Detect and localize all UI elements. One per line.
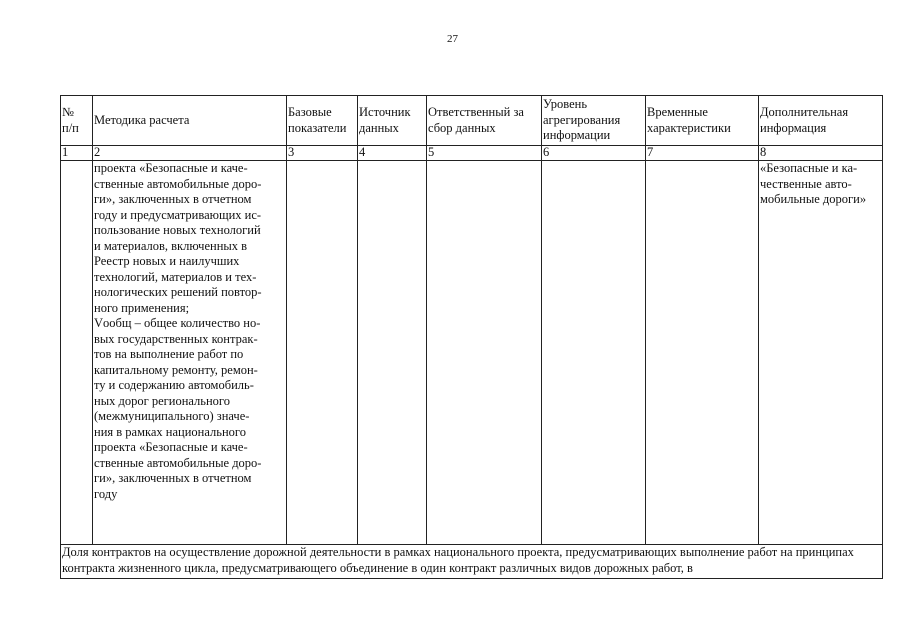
content-row [61,161,883,545]
header-row [61,96,883,146]
cell-aggregation-level [542,161,646,545]
column-number: 1 [61,146,93,161]
column-numbers-row [61,146,883,161]
header-data-source: Источник данных [358,96,427,146]
header-number: № п/п [61,96,93,146]
cell-method: проекта «Безопасные и каче- ственные автомобильные доро- ги», заключенных в отчетном году и предусматривающих ис- пользование новых технологий и материалов, включенных в Реестр новых и наилучших технологий, материалов и тех- нологических решений повтор- ного применения; Vообщ – общее количество но- вых государственных контрак- тов на выполнение работ по капитальному ремонту, ремон- ту и содержанию автомобиль- ных дорог регионального (межмуниципального) значе- ния в рамках национального проекта «Безопасные и каче- ственные автомобильные доро- ги», заключенных в отчетном году [93,161,287,545]
column-number: 6 [542,146,646,161]
header-additional-info: Дополнительная информация [759,96,883,146]
cell-responsible [427,161,542,545]
header-aggregation-level: Уровень агрегирования информации [542,96,646,146]
header-method: Методика расчета [93,96,287,146]
cell-data-source [358,161,427,545]
header-base-indicators: Базовые показатели [287,96,358,146]
column-number: 2 [93,146,287,161]
indicator-table [60,95,883,579]
header-responsible: Ответственный за сбор данных [427,96,542,146]
section-row [61,545,883,579]
cell-time-characteristics [646,161,759,545]
column-number: 3 [287,146,358,161]
column-number: 7 [646,146,759,161]
section-title: Доля контрактов на осуществление дорожной деятельности в рамках национального проекта, предусматривающих выполнение работ на принципах контракта жизненного цикла, предусматривающего объединение в один контракт различных видов дорожных работ, в [61,545,883,579]
header-time-characteristics: Временные характеристики [646,96,759,146]
column-number: 8 [759,146,883,161]
cell-base-indicators [287,161,358,545]
cell-additional-info: «Безопасные и ка- чественные авто- мобильные дороги» [759,161,883,545]
page-number: 27 [447,33,458,45]
column-number: 5 [427,146,542,161]
column-number: 4 [358,146,427,161]
cell-number [61,161,93,545]
